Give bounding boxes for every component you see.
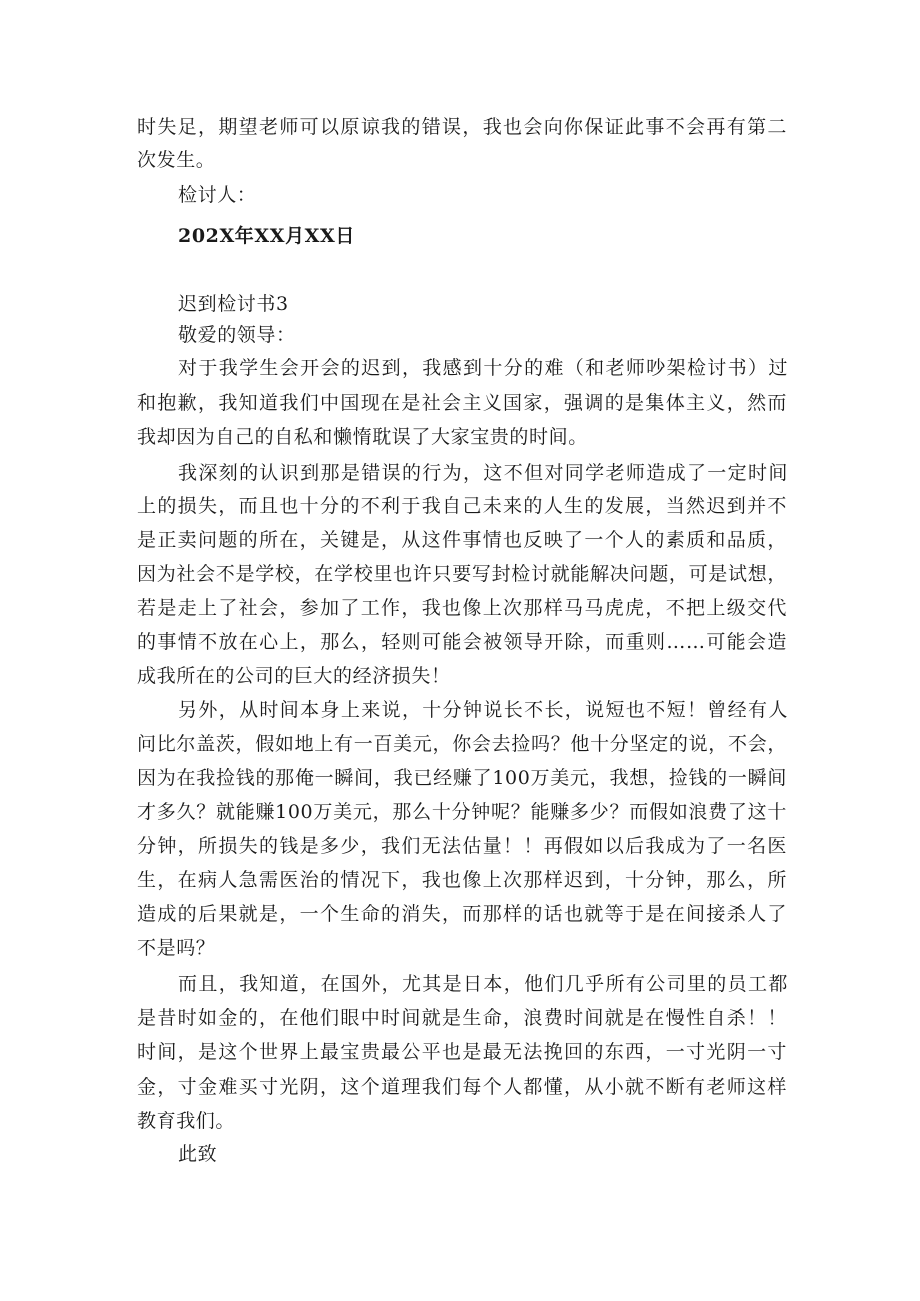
- paragraph-line: 因为在我捡钱的那俺一瞬间，我已经赚了100万美元，我想，捡钱的一瞬间: [137, 767, 787, 789]
- paragraph-line: 次发生。: [137, 149, 216, 171]
- paragraph-line: 造成的后果就是，一个生命的消失，而那样的话也就等于是在间接杀人了: [137, 903, 787, 925]
- paragraph-line: 和抱歉，我知道我们中国现在是社会主义国家，强调的是集体主义，然而: [137, 392, 787, 414]
- paragraph-line: 成我所在的公司的巨大的经济损失！: [137, 665, 451, 687]
- signature-label: 检讨人：: [178, 184, 257, 206]
- paragraph-line: 才多久？就能赚100万美元，那么十分钟呢？能赚多少？而假如浪费了这十: [137, 801, 787, 823]
- paragraph-line: 是正卖问题的所在，关键是，从这件事情也反映了一个人的素质和品质，: [137, 529, 787, 551]
- paragraph-line: 的事情不放在心上，那么，轻则可能会被领导开除，而重则……可能会造: [137, 631, 787, 653]
- paragraph-line: 对于我学生会开会的迟到，我感到十分的难（和老师吵架检讨书）过: [178, 357, 788, 379]
- paragraph-line: 金，寸金难买寸光阴，这个道理我们每个人都懂，从小就不断有老师这样: [137, 1076, 787, 1098]
- paragraph-line: 另外，从时间本身上来说，十分钟说长不长，说短也不短！曾经有人: [178, 699, 788, 721]
- salutation: 敬爱的领导：: [178, 324, 296, 346]
- paragraph-line: 分钟，所损失的钱是多少，我们无法估量！！再假如以后我成为了一名医: [137, 835, 787, 857]
- paragraph-line: 我却因为自己的自私和懒惰耽误了大家宝贵的时间。: [137, 426, 588, 448]
- paragraph-line: 问比尔盖茨，假如地上有一百美元，你会去捡吗？他十分坚定的说，不会，: [137, 733, 787, 755]
- paragraph-line: 教育我们。: [137, 1110, 236, 1132]
- paragraph-line: 生，在病人急需医治的情况下，我也像上次那样迟到，十分钟，那么，所: [137, 869, 787, 891]
- paragraph-line: 而且，我知道，在国外，尤其是日本，他们几乎所有公司里的员工都: [178, 973, 788, 995]
- paragraph-line: 因为社会不是学校，在学校里也许只要写封检讨就能解决问题，可是试想，: [137, 563, 787, 585]
- paragraph-line: 是昔时如金的，在他们眼中时间就是生命，浪费时间就是在慢性自杀！！: [137, 1007, 787, 1029]
- paragraph-line: 时失足，期望老师可以原谅我的错误，我也会向你保证此事不会再有第二: [137, 116, 787, 138]
- paragraph-line: 我深刻的认识到那是错误的行为，这不但对同学老师造成了一定时间: [178, 462, 788, 484]
- date-line: 202X年XX月XX日: [178, 225, 355, 247]
- paragraph-line: 时间，是这个世界上最宝贵最公平也是最无法挽回的东西，一寸光阴一寸: [137, 1041, 787, 1063]
- paragraph-line: 上的损失，而且也十分的不利于我自己未来的人生的发展，当然迟到并不: [137, 495, 787, 517]
- closing-line: 此致: [178, 1143, 218, 1165]
- paragraph-line: 若是走上了社会，参加了工作，我也像上次那样马马虎虎，不把上级交代: [137, 597, 787, 619]
- paragraph-line: 不是吗？: [137, 937, 216, 959]
- section-title: 迟到检讨书3: [178, 293, 289, 315]
